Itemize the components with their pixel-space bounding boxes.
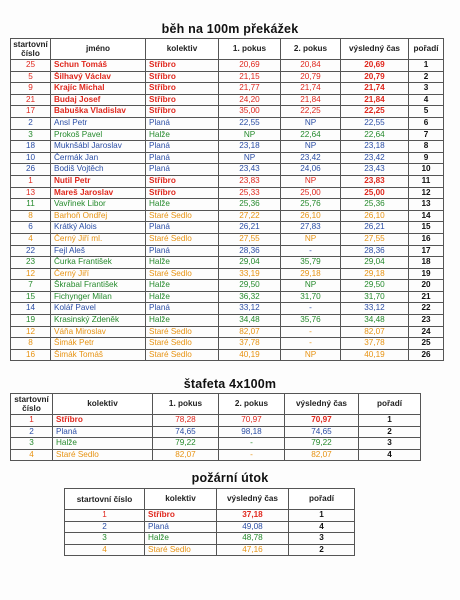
- start-number-cell: 14: [11, 303, 51, 315]
- start-number-cell: 9: [11, 83, 51, 95]
- table-row: [11, 152, 444, 164]
- team-cell: Staré Sedlo: [146, 233, 219, 245]
- fire-attack-table: [64, 488, 355, 556]
- team-cell: Staré Sedlo: [146, 268, 219, 280]
- col-header-attempt-2: 2. pokus: [219, 394, 285, 415]
- rank-cell: 20: [409, 280, 444, 292]
- result-cell: 29,50: [341, 280, 409, 292]
- team-cell: Planá: [146, 222, 219, 234]
- team-cell: Planá: [146, 141, 219, 153]
- attempt-2-cell: 20,79: [281, 71, 341, 83]
- attempt-1-cell: 27,55: [219, 233, 281, 245]
- col-header-attempt-1: 1. pokus: [153, 394, 219, 415]
- team-cell: Planá: [146, 117, 219, 129]
- team-cell: Stříbro: [146, 83, 219, 95]
- team-cell: Halže: [146, 129, 219, 141]
- team-cell: Halže: [146, 280, 219, 292]
- table-row: [11, 187, 444, 199]
- attempt-1-cell: 23,43: [219, 164, 281, 176]
- result-cell: 23,43: [341, 164, 409, 176]
- attempt-2-cell: 26,10: [281, 210, 341, 222]
- start-number-cell: 12: [11, 268, 51, 280]
- table-row: [11, 245, 444, 257]
- result-cell: 21,84: [341, 94, 409, 106]
- rank-cell: 17: [409, 245, 444, 257]
- rank-cell: 22: [409, 303, 444, 315]
- team-cell: Stříbro: [53, 415, 153, 427]
- attempt-2-cell: 35,76: [281, 315, 341, 327]
- attempt-1-cell: 36,32: [219, 291, 281, 303]
- col-header-result: výsledný čas: [341, 39, 409, 60]
- start-number-cell: 2: [11, 117, 51, 129]
- rank-cell: 14: [409, 210, 444, 222]
- start-number-cell: 22: [11, 245, 51, 257]
- section-title-relay: štafeta 4x100m: [183, 377, 277, 391]
- team-cell: Halže: [146, 257, 219, 269]
- start-number-cell: 10: [11, 152, 51, 164]
- start-number-cell: 4: [11, 233, 51, 245]
- rank-cell: 2: [289, 544, 355, 556]
- attempt-2-cell: 21,84: [281, 94, 341, 106]
- rank-cell: 1: [409, 60, 444, 72]
- attempt-1-cell: 22,55: [219, 117, 281, 129]
- col-header-start-number: startovní číslo: [11, 394, 53, 415]
- table-row: [11, 117, 444, 129]
- name-cell: Ansl Petr: [51, 117, 146, 129]
- rank-cell: 13: [409, 199, 444, 211]
- start-number-cell: 11: [11, 199, 51, 211]
- rank-cell: 6: [409, 117, 444, 129]
- result-cell: 37,78: [341, 338, 409, 350]
- start-number-cell: 3: [65, 533, 145, 545]
- table-row: [65, 510, 355, 522]
- result-cell: 40,19: [341, 349, 409, 361]
- attempt-2-cell: -: [219, 438, 285, 450]
- attempt-1-cell: 21,15: [219, 71, 281, 83]
- result-cell: 28,36: [341, 245, 409, 257]
- start-number-cell: 4: [65, 544, 145, 556]
- team-cell: Halže: [146, 315, 219, 327]
- rank-cell: 3: [289, 533, 355, 545]
- start-number-cell: 8: [11, 338, 51, 350]
- name-cell: Muknšábl Jaroslav: [51, 141, 146, 153]
- col-header-rank: pořadí: [359, 394, 421, 415]
- name-cell: Krasinský Zdeněk: [51, 315, 146, 327]
- result-cell: 25,00: [341, 187, 409, 199]
- result-cell: 23,83: [341, 175, 409, 187]
- start-number-cell: 1: [11, 175, 51, 187]
- team-cell: Stříbro: [145, 510, 217, 522]
- table-row: [11, 71, 444, 83]
- attempt-2-cell: 21,74: [281, 83, 341, 95]
- result-cell: 49,08: [217, 521, 289, 533]
- attempt-1-cell: 23,83: [219, 175, 281, 187]
- table-row: [11, 129, 444, 141]
- result-cell: 48,78: [217, 533, 289, 545]
- result-cell: 26,21: [341, 222, 409, 234]
- rank-cell: 12: [409, 187, 444, 199]
- table-row: [11, 449, 421, 461]
- result-cell: 29,04: [341, 257, 409, 269]
- attempt-1-cell: 78,28: [153, 415, 219, 427]
- start-number-cell: 3: [11, 438, 53, 450]
- rank-cell: 25: [409, 338, 444, 350]
- attempt-1-cell: 23,18: [219, 141, 281, 153]
- attempt-2-cell: 25,00: [281, 187, 341, 199]
- rank-cell: 26: [409, 349, 444, 361]
- attempt-2-cell: NP: [281, 349, 341, 361]
- table-row: [11, 60, 444, 72]
- name-cell: Bodiš Vojtěch: [51, 164, 146, 176]
- table-header-row: [11, 394, 421, 415]
- col-header-attempt-1: 1. pokus: [219, 39, 281, 60]
- team-cell: Stříbro: [146, 106, 219, 118]
- rank-cell: 8: [409, 141, 444, 153]
- table-row: [11, 94, 444, 106]
- team-cell: Planá: [146, 164, 219, 176]
- name-cell: Šimák Petr: [51, 338, 146, 350]
- attempt-2-cell: NP: [281, 175, 341, 187]
- rank-cell: 23: [409, 315, 444, 327]
- result-cell: 70,97: [285, 415, 359, 427]
- result-cell: 27,55: [341, 233, 409, 245]
- attempt-1-cell: 82,07: [153, 449, 219, 461]
- table-row: [11, 426, 421, 438]
- attempt-1-cell: 28,36: [219, 245, 281, 257]
- attempt-1-cell: 33,12: [219, 303, 281, 315]
- team-cell: Stříbro: [146, 71, 219, 83]
- table-row: [11, 141, 444, 153]
- attempt-2-cell: -: [281, 245, 341, 257]
- start-number-cell: 8: [11, 210, 51, 222]
- table-row: [11, 175, 444, 187]
- rank-cell: 3: [359, 438, 421, 450]
- attempt-1-cell: NP: [219, 129, 281, 141]
- start-number-cell: 25: [11, 60, 51, 72]
- attempt-2-cell: -: [281, 303, 341, 315]
- name-cell: Černý Jiří ml.: [51, 233, 146, 245]
- name-cell: Kolář Pavel: [51, 303, 146, 315]
- result-cell: 82,07: [341, 326, 409, 338]
- team-cell: Staré Sedlo: [146, 326, 219, 338]
- rank-cell: 9: [409, 152, 444, 164]
- relay-table: [10, 393, 421, 461]
- team-cell: Planá: [146, 245, 219, 257]
- team-cell: Stříbro: [146, 187, 219, 199]
- attempt-2-cell: -: [281, 338, 341, 350]
- result-cell: 22,25: [341, 106, 409, 118]
- result-cell: 47,16: [217, 544, 289, 556]
- hurdles-table: [10, 38, 444, 361]
- result-cell: 74,65: [285, 426, 359, 438]
- table-row: [65, 533, 355, 545]
- table-header-row: [65, 489, 355, 510]
- name-cell: Nutil Petr: [51, 175, 146, 187]
- rank-cell: 4: [359, 449, 421, 461]
- attempt-1-cell: NP: [219, 152, 281, 164]
- table-row: [11, 106, 444, 118]
- attempt-1-cell: 26,21: [219, 222, 281, 234]
- start-number-cell: 13: [11, 187, 51, 199]
- attempt-1-cell: 25,33: [219, 187, 281, 199]
- rank-cell: 21: [409, 291, 444, 303]
- col-header-result: výsledný čas: [285, 394, 359, 415]
- attempt-2-cell: 23,42: [281, 152, 341, 164]
- table-row: [11, 291, 444, 303]
- attempt-2-cell: 98,18: [219, 426, 285, 438]
- rank-cell: 15: [409, 222, 444, 234]
- table-header-row: [11, 39, 444, 60]
- name-cell: Váňa Miroslav: [51, 326, 146, 338]
- result-cell: 22,64: [341, 129, 409, 141]
- table-row: [11, 326, 444, 338]
- rank-cell: 2: [359, 426, 421, 438]
- start-number-cell: 19: [11, 315, 51, 327]
- name-cell: Schun Tomáš: [51, 60, 146, 72]
- team-cell: Stříbro: [146, 94, 219, 106]
- attempt-2-cell: 31,70: [281, 291, 341, 303]
- col-header-team: kolektiv: [53, 394, 153, 415]
- result-cell: 26,10: [341, 210, 409, 222]
- team-cell: Planá: [146, 303, 219, 315]
- team-cell: Halže: [146, 291, 219, 303]
- rank-cell: 3: [409, 83, 444, 95]
- attempt-1-cell: 74,65: [153, 426, 219, 438]
- rank-cell: 1: [359, 415, 421, 427]
- start-number-cell: 15: [11, 291, 51, 303]
- name-cell: Fejl Aleš: [51, 245, 146, 257]
- team-cell: Stříbro: [146, 60, 219, 72]
- attempt-1-cell: 79,22: [153, 438, 219, 450]
- attempt-2-cell: NP: [281, 233, 341, 245]
- name-cell: Čermák Jan: [51, 152, 146, 164]
- attempt-1-cell: 82,07: [219, 326, 281, 338]
- result-cell: 31,70: [341, 291, 409, 303]
- table-row: [11, 438, 421, 450]
- team-cell: Staré Sedlo: [53, 449, 153, 461]
- start-number-cell: 2: [65, 521, 145, 533]
- result-cell: 34,48: [341, 315, 409, 327]
- rank-cell: 4: [409, 94, 444, 106]
- rank-cell: 11: [409, 175, 444, 187]
- attempt-2-cell: NP: [281, 117, 341, 129]
- attempt-1-cell: 33,19: [219, 268, 281, 280]
- table-row: [11, 257, 444, 269]
- name-cell: Čurka František: [51, 257, 146, 269]
- col-header-start-number: startovní číslo: [11, 39, 51, 60]
- rank-cell: 19: [409, 268, 444, 280]
- attempt-2-cell: -: [219, 449, 285, 461]
- name-cell: Babuška Vladislav: [51, 106, 146, 118]
- attempt-1-cell: 25,36: [219, 199, 281, 211]
- table-row: [11, 280, 444, 292]
- team-cell: Staré Sedlo: [146, 210, 219, 222]
- rank-cell: 7: [409, 129, 444, 141]
- team-cell: Planá: [53, 426, 153, 438]
- result-cell: 23,42: [341, 152, 409, 164]
- attempt-2-cell: 22,25: [281, 106, 341, 118]
- attempt-2-cell: 27,83: [281, 222, 341, 234]
- start-number-cell: 26: [11, 164, 51, 176]
- attempt-2-cell: 29,18: [281, 268, 341, 280]
- team-cell: Halže: [146, 199, 219, 211]
- attempt-1-cell: 29,50: [219, 280, 281, 292]
- attempt-1-cell: 29,04: [219, 257, 281, 269]
- col-header-result: výsledný čas: [217, 489, 289, 510]
- table-row: [11, 268, 444, 280]
- attempt-1-cell: 27,22: [219, 210, 281, 222]
- start-number-cell: 12: [11, 326, 51, 338]
- team-cell: Planá: [146, 152, 219, 164]
- start-number-cell: 16: [11, 349, 51, 361]
- attempt-1-cell: 34,48: [219, 315, 281, 327]
- name-cell: Barhoň Ondřej: [51, 210, 146, 222]
- col-header-rank: pořadí: [409, 39, 444, 60]
- table-row: [11, 222, 444, 234]
- team-cell: Halže: [145, 533, 217, 545]
- rank-cell: 4: [289, 521, 355, 533]
- rank-cell: 24: [409, 326, 444, 338]
- attempt-2-cell: NP: [281, 280, 341, 292]
- name-cell: Krajíc Michal: [51, 83, 146, 95]
- result-cell: 33,12: [341, 303, 409, 315]
- table-row: [11, 210, 444, 222]
- name-cell: Prokoš Pavel: [51, 129, 146, 141]
- start-number-cell: 21: [11, 94, 51, 106]
- name-cell: Krátký Alois: [51, 222, 146, 234]
- attempt-2-cell: 35,79: [281, 257, 341, 269]
- table-row: [11, 349, 444, 361]
- start-number-cell: 17: [11, 106, 51, 118]
- start-number-cell: 3: [11, 129, 51, 141]
- start-number-cell: 1: [11, 415, 53, 427]
- team-cell: Staré Sedlo: [146, 349, 219, 361]
- rank-cell: 2: [409, 71, 444, 83]
- result-cell: 23,18: [341, 141, 409, 153]
- col-header-team: kolektiv: [145, 489, 217, 510]
- start-number-cell: 2: [11, 426, 53, 438]
- col-header-team: kolektiv: [146, 39, 219, 60]
- rank-cell: 18: [409, 257, 444, 269]
- start-number-cell: 23: [11, 257, 51, 269]
- attempt-1-cell: 35,00: [219, 106, 281, 118]
- name-cell: Černý Jiří: [51, 268, 146, 280]
- attempt-1-cell: 21,77: [219, 83, 281, 95]
- table-row: [11, 83, 444, 95]
- col-header-attempt-2: 2. pokus: [281, 39, 341, 60]
- table-row: [11, 233, 444, 245]
- result-cell: 22,55: [341, 117, 409, 129]
- name-cell: Mareš Jaroslav: [51, 187, 146, 199]
- start-number-cell: 7: [11, 280, 51, 292]
- rank-cell: 16: [409, 233, 444, 245]
- rank-cell: 10: [409, 164, 444, 176]
- team-cell: Staré Sedlo: [145, 544, 217, 556]
- col-header-name: jméno: [51, 39, 146, 60]
- result-cell: 37,18: [217, 510, 289, 522]
- table-row: [11, 338, 444, 350]
- start-number-cell: 1: [65, 510, 145, 522]
- table-row: [11, 315, 444, 327]
- table-row: [65, 521, 355, 533]
- result-cell: 25,36: [341, 199, 409, 211]
- team-cell: Stříbro: [146, 175, 219, 187]
- attempt-1-cell: 24,20: [219, 94, 281, 106]
- name-cell: Šimák Tomáš: [51, 349, 146, 361]
- result-cell: 20,69: [341, 60, 409, 72]
- table-row: [65, 544, 355, 556]
- start-number-cell: 18: [11, 141, 51, 153]
- result-cell: 79,22: [285, 438, 359, 450]
- rank-cell: 5: [409, 106, 444, 118]
- result-cell: 20,79: [341, 71, 409, 83]
- attempt-2-cell: NP: [281, 141, 341, 153]
- table-row: [11, 303, 444, 315]
- result-cell: 82,07: [285, 449, 359, 461]
- name-cell: Škrabal František: [51, 280, 146, 292]
- name-cell: Šilhavý Václav: [51, 71, 146, 83]
- table-row: [11, 199, 444, 211]
- attempt-2-cell: 70,97: [219, 415, 285, 427]
- team-cell: Planá: [145, 521, 217, 533]
- start-number-cell: 4: [11, 449, 53, 461]
- section-title-fire-attack: požární útok: [191, 471, 269, 485]
- start-number-cell: 5: [11, 71, 51, 83]
- attempt-2-cell: 20,84: [281, 60, 341, 72]
- rank-cell: 1: [289, 510, 355, 522]
- start-number-cell: 6: [11, 222, 51, 234]
- col-header-start-number: startovní číslo: [65, 489, 145, 510]
- name-cell: Fichynger Milan: [51, 291, 146, 303]
- attempt-1-cell: 40,19: [219, 349, 281, 361]
- col-header-rank: pořadí: [289, 489, 355, 510]
- name-cell: Budaj Josef: [51, 94, 146, 106]
- table-row: [11, 415, 421, 427]
- team-cell: Staré Sedlo: [146, 338, 219, 350]
- result-cell: 29,18: [341, 268, 409, 280]
- attempt-1-cell: 37,78: [219, 338, 281, 350]
- table-row: [11, 164, 444, 176]
- attempt-2-cell: -: [281, 326, 341, 338]
- attempt-1-cell: 20,69: [219, 60, 281, 72]
- section-title-hurdles: běh na 100m překážek: [161, 22, 299, 36]
- name-cell: Vavřinek Libor: [51, 199, 146, 211]
- team-cell: Halže: [53, 438, 153, 450]
- result-cell: 21,74: [341, 83, 409, 95]
- attempt-2-cell: 24,06: [281, 164, 341, 176]
- attempt-2-cell: 25,76: [281, 199, 341, 211]
- attempt-2-cell: 22,64: [281, 129, 341, 141]
